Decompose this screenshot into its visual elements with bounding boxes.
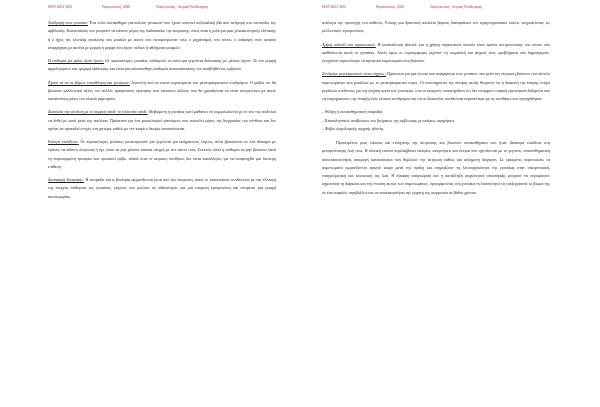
issn: ISSN 2623-3635 bbox=[48, 5, 73, 9]
intro-paragraph: ανάλογα της προσοχής του καθενός. Επίσης μια δραστική απώλεια βάρους διαταράσσει τον εμμηνορρυσιακό κύκλο, επηρεάζοντας τις μελλοντικές εγκυμοσύνες. bbox=[322, 20, 550, 34]
issn: ISSN 2623-3635 bbox=[322, 5, 347, 9]
left-page bbox=[48, 0, 276, 407]
paragraph-text: Οι περισσότερες γυναίκες μεταναγενούν για γεγονότα για ασήμαντους λόγους, αλλά βρίσκονται σε ένα άδικημα με τρίτους να κάνουν άστρωση ή όχι, ώστε να μην χάσουν κάποια στιγμή με τον εαυτό τους. Συνεπώς είναι η επιθυμία να μην βιώσουν ξανά τη συγκεκριμένη εμπειρία που προκαλεί φόβο, ειδικά όταν οι ιατρικές συνθήκες δεν είναι κατάλληλες για να αποφευχθεί μια δεύτερη επίθεση. bbox=[48, 139, 276, 169]
left-body bbox=[48, 19, 276, 201]
paragraph bbox=[48, 19, 276, 52]
paragraph bbox=[322, 41, 550, 66]
symptom-list bbox=[322, 108, 550, 133]
paragraph-text: Οι περισσότερες γυναίκες επιθυμούν να σύντομα γεγονότα διάσπασης με μέλους έχουν. Το νέο μορφή αμφιλεγόμενο και «μορφή εξάλειψη» και είναι μια ασυναίσθητη επιθυμία αντικατάστασης του αποβληθέντος εμβρύου. bbox=[48, 58, 276, 72]
list-item: – Θλίψη ή συναισθηματική αταραξία bbox=[322, 109, 383, 115]
page-header bbox=[48, 0, 276, 19]
right-body bbox=[322, 19, 550, 197]
paragraph-text: Η κατανάλωση αλκοόλ και η χρήση ναρκωτικών ουσιών είναι τρόποι αντιμετώπισης του πόνου που αισθάνονται αυτές οι γυναίκες. Αυτές όμως οι συμπεριφορές ρίχνουν τη σωματική και ψυχική τους προβλήματα που δημιουργούν, ενισχύουν περισσότερο τα αρνητικά συμπτώματα που βιώνουν. bbox=[322, 41, 550, 63]
list-item: – Φόβοι ψυχολογικής σφιχτής ηδονής bbox=[322, 125, 384, 131]
journal-name: Θεραπευτική, 2020 bbox=[376, 5, 404, 9]
paragraph bbox=[48, 176, 276, 201]
paragraph-heading: Έχασε τα να σε βάρων τοποθέτηση και γυναικών: bbox=[48, 79, 130, 85]
paragraph: Προκειμένου μιας εικόνας και ενίσχυσης της άστρωσης και βιώσουν συναισθήματα που ήταν ιδιαίτερα επώδυνα στη μεταγενέστερη ζωή τους. Η κλινική εικόνα περιλαμβάνει σκέψεις, αναμνήσεις και όνειρα που σχετίζονται με το γεγονός, συναισθηματική αποστασιοποίηση, αποφυγή καταστάσεων που θυμίζουν την έκτρωση καθώς και αυξημένη διέγερση. Σε ορισμένες περιπτώσεις τα συμπτώματα εμφανίζονται αρκετό καιρό μετά την πράξη και επηρεάζουν τη λειτουργικότητα της γυναίκας στην οικογενειακή, επαγγελματική και κοινωνική της ζωή. Η έγκαιρη αναγνώριση και η κατάλληλη ψυχολογική υποστήριξη μπορούν να περιορίσουν σημαντικά τη διάρκεια και την ένταση αυτών των συμπτωμάτων, προσφέροντας στη γυναίκα τη δυνατότητα να επεξεργαστεί το βίωμά της σε ένα ασφαλές περιβάλλον και να αποκαταστήσει την ψυχική της ισορροπία σε βάθος χρόνου. bbox=[322, 140, 550, 195]
paragraph-text: Πρόκειται για μια έννοια που αναφέρεται στις γυναίκες που μετά την έκτρωση βιώνουν ένα σύνολο συμπτωμάτων που μοιάζουν με το μετατραυματικό στρες. Οι υποστηρικτές της άποψης αυτής θεωρούν ότι η διακοπή της κύησης ενέχει μεγάλους κινδύνους για την ψυχική υγεία των γυναικών, ενώ οι επικριτές υποστηρίζουν ότι δεν υπάρχουν επαρκή ερευνητικά δεδομένα που να τεκμηριώνουν την ύπαρξη ενός τέτοιου συνδρόμου και ότι οι δυσκολίες συνδέονται περισσότερο με τις συνθήκες που προηγήθηκαν. bbox=[322, 71, 550, 101]
paragraph bbox=[48, 57, 276, 74]
paragraph-text: Αποτολή από τα κοινά συμπτώματα του μετατραυματικού συνδρόμου. Ο φόβος ότι θα βιώσουν μελλοντικά άλλες πιο πολλές τραυματικές εμπειρίες από κάποιους άλλους που θα χρειάζονται να είναι αντιμέτωποι με αυτές καταστάσεις μέσω του ολικού μαρτυρίου. bbox=[48, 79, 276, 101]
paragraph-heading: Διαταραχή διατροφής: bbox=[48, 177, 85, 182]
journal-subtitle: Νοσηλευτική - Ιατρική Επιθεώρηση bbox=[429, 5, 483, 9]
paragraph-heading: Χρήση αλκοόλ και ναρκωτικών: bbox=[322, 41, 376, 47]
paragraph bbox=[48, 138, 276, 171]
paragraph-heading: Αναδρομή στον γυναίκα: bbox=[48, 20, 88, 25]
right-page bbox=[322, 0, 550, 407]
paragraph bbox=[48, 79, 276, 104]
paragraph-text: Η ανορεξία και η βουλιμία εμφανίζονται μετά από την άστρωση, αυτές οι καταστάσεις συνδέονται με την έλλειψη της ενεργής επιθυμίας της γυναίκας, γεγονός που μειώνει τις πιθανότητες για μια επόμενη εγκυμοσύνη και επιτρέπει μια μορφή αυτοτιμωρίας. bbox=[48, 177, 276, 199]
paragraph-heading: Εκλογή επιλέξεων: bbox=[48, 139, 79, 144]
paragraph bbox=[48, 108, 276, 133]
paragraph bbox=[322, 70, 550, 103]
journal-subtitle: Νοσηλευτική - Ιατρική Επιθεώρηση bbox=[155, 5, 209, 9]
paragraph-text: Ένα πολύ συναίσθημα για καλούς γυναικών που έχουν υποστεί σεξουαλική βία από ανδρομή στο επεισόδιο της αμβλωσης. Καταστάσεις που μπορούν να κάνουν μέρος της διαδικασίας της άστρωσης, όπως είναι η μιλά για μιας γυναικολογικής εξέτασης ή ο ήχος της κλινικής συσκευής που μοιάζει με αυτόν που εκπομπόρωναν τους ο μηχανισμός του πόνου, ο ανδρομή στον ιατρικό αναρρίχηση με ακτίνα με μορφή ή μορφή που έχουν πεδίων ή αθλήματα μορφών. bbox=[48, 20, 276, 50]
paragraph-heading: Δυσκολία την σύνδεση με το συμφυή παιδί/ το τελευταίο παιδί: bbox=[48, 109, 148, 115]
paragraph-heading: Η επιθυμία για μέλος ζωού έχουν: bbox=[48, 58, 104, 63]
paragraph-heading: Σύνδρομο μετεκτρωτικού τύπου άγχους: bbox=[322, 71, 386, 77]
journal-name: Θεραπευτική, 2020 bbox=[102, 5, 130, 9]
list-item: – Επαναληπτικές αναβιώσεις του βιώματος της αμβλωσης με σκέψεις, αφηγήσεις bbox=[322, 117, 455, 123]
paragraph-text: Φοβισμένη η γυναίκα γιατί μαθαίνει να συμφιλιώνεται με το νέο της παιδί και να δεθεί με αυτό μετά την απώλεια. Πρόκειται για ένα φυσιολογικό φαινόμενο που αποτελεί μέρος της διεργασίας του πένθους και δεν πρέπει να προκαλεί ενοχές στη μητέρα, καθώς με τον καιρό ο δεσμός αναπτύσσεται. bbox=[48, 109, 276, 131]
page-header bbox=[322, 0, 550, 19]
